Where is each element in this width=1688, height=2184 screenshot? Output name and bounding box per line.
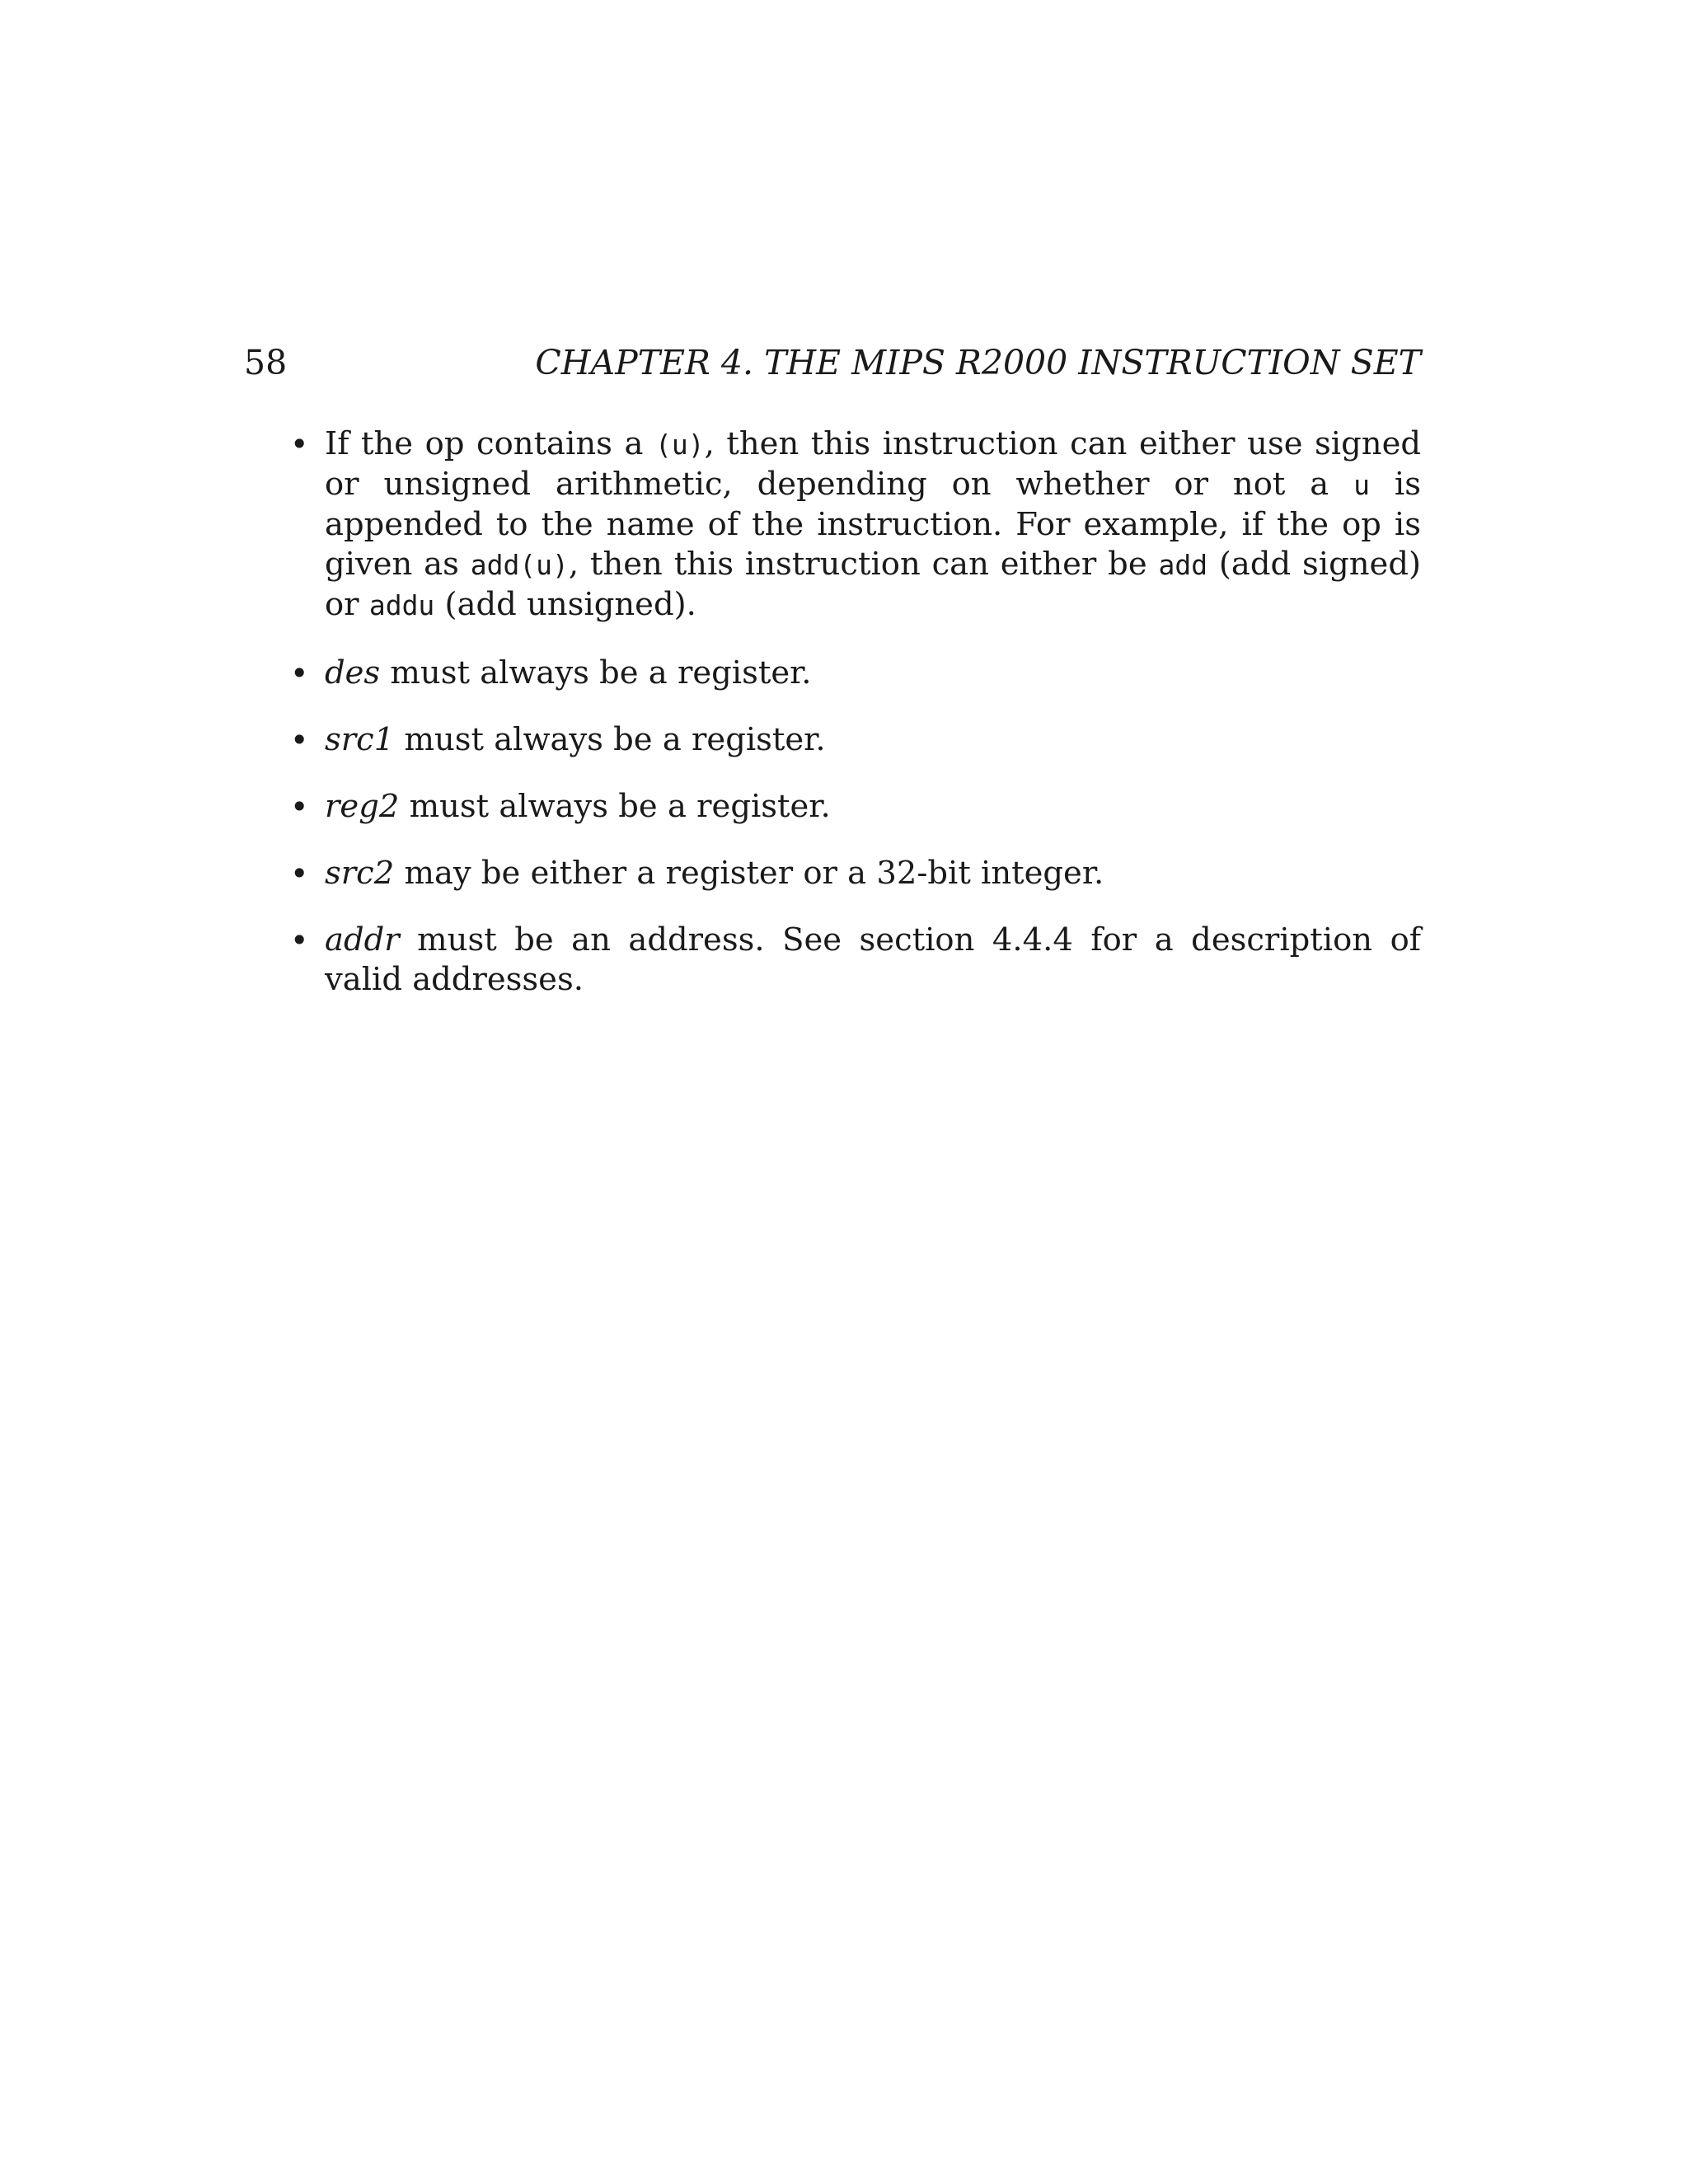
list-item-text: src1 must always be a register. bbox=[325, 721, 826, 758]
list-item bbox=[288, 854, 1421, 893]
operand-rules-list bbox=[288, 424, 1421, 1027]
list-item bbox=[288, 654, 1421, 693]
list-item-text: src2 may be either a register or a 32-bit integer. bbox=[325, 855, 1104, 892]
bullet-icon: • bbox=[290, 722, 309, 758]
bullet-icon: • bbox=[290, 655, 309, 691]
running-head: CHAPTER 4. THE MIPS R2000 INSTRUCTION SET bbox=[535, 343, 1421, 382]
list-item bbox=[288, 720, 1421, 760]
bullet-icon: • bbox=[290, 789, 309, 825]
page-number: 58 bbox=[244, 343, 288, 382]
page-header bbox=[244, 338, 1421, 387]
list-item bbox=[288, 424, 1421, 626]
list-item bbox=[288, 787, 1421, 827]
list-item-text: If the op contains a (u), then this instruction can either use signed or unsigned arithmetic, depending on whether or not a u is appended to the name of the instruction. For example, if the op is given as add(u), then this instruction can either be add (add signed) or addu (add unsigned). bbox=[325, 425, 1421, 623]
list-item-text: des must always be a register. bbox=[325, 654, 812, 691]
bullet-icon: • bbox=[290, 855, 309, 892]
bullet-icon: • bbox=[290, 922, 309, 958]
list-item-text: addr must be an address. See section 4.4.4 for a description of valid addresses. bbox=[325, 921, 1421, 998]
bullet-icon: • bbox=[290, 426, 309, 462]
list-item bbox=[288, 921, 1421, 1000]
list-item-text: reg2 must always be a register. bbox=[325, 788, 831, 825]
